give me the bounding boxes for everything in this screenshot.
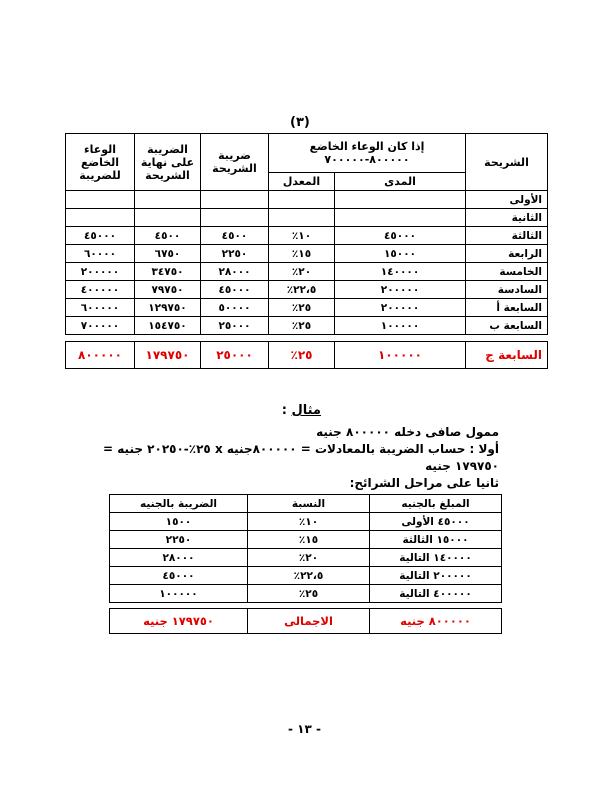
segment-tax-cell: ٢٢٥٠ — [201, 245, 269, 263]
row-label: الأولى — [466, 191, 548, 209]
range-cell: ١٠٠٠٠٠ — [335, 342, 466, 369]
row-label: السابعة ج — [466, 342, 548, 369]
table-row — [66, 209, 548, 227]
header-percentage: النسبة — [248, 495, 370, 513]
range-cell: ١٤٠٠٠٠ — [335, 263, 466, 281]
amount-cell: ٤٠٠٠٠٠ التالية — [370, 585, 502, 603]
rate-cell — [269, 191, 335, 209]
table-row — [110, 549, 502, 567]
rate-cell: ٢٥٪ — [269, 317, 335, 335]
cumulative-tax-cell: ٧٩٧٥٠ — [135, 281, 201, 299]
range-cell: ٤٥٠٠٠ — [335, 227, 466, 245]
spacer-row — [66, 335, 548, 342]
cumulative-tax-cell: ١٧٩٧٥٠ — [135, 342, 201, 369]
rate-cell: الاجمالى — [248, 609, 370, 634]
header-rate: المعدل — [269, 173, 335, 191]
range-cell — [335, 209, 466, 227]
rate-cell: ٢٥٪ — [248, 585, 370, 603]
table-row — [110, 567, 502, 585]
rate-cell — [269, 209, 335, 227]
amount-cell: ١٤٠٠٠٠ التالية — [370, 549, 502, 567]
table-row — [66, 245, 548, 263]
example-line-4: ثانيا على مراحل الشرائح: — [349, 476, 499, 490]
rate-cell: ٢٠٪ — [248, 549, 370, 567]
table-row — [66, 263, 548, 281]
taxable-base-cell: ٢٠٠٠٠٠ — [66, 263, 135, 281]
rate-cell: ١٥٪ — [269, 245, 335, 263]
rate-cell: ٢٥٪ — [269, 299, 335, 317]
taxable-base-cell: ٦٠٠٠٠٠ — [66, 299, 135, 317]
row-label: السابعة أ — [466, 299, 548, 317]
table-row — [110, 513, 502, 531]
amount-cell: ٢٠٠٠٠٠ التالية — [370, 567, 502, 585]
amount-cell: ٨٠٠٠٠٠ جنيه — [370, 609, 502, 634]
table-row — [66, 227, 548, 245]
example-line-3: ١٧٩٧٥٠ جنيه — [425, 459, 499, 473]
cumulative-tax-cell: ٤٥٠٠ — [135, 227, 201, 245]
example-line-2: أولا : حساب الضريبة بالمعادلات = ٨٠٠٠٠٠جنيه x ٢٥٪-٢٠٢٥٠ جنيه = — [103, 442, 499, 456]
rate-cell: ١٠٪ — [269, 227, 335, 245]
rate-cell: ٢٢،٥٪ — [269, 281, 335, 299]
segment-tax-cell: ٢٨٠٠٠ — [201, 263, 269, 281]
cumulative-tax-cell: ١٥٤٧٥٠ — [135, 317, 201, 335]
tax-brackets-table — [65, 133, 548, 369]
tax-cell: ٢٨٠٠٠ — [110, 549, 248, 567]
header-segment-tax: ضريبة الشريحة — [201, 134, 269, 191]
page-number: - ١٣ - — [288, 722, 321, 736]
segment-tax-cell: ٤٥٠٠٠ — [201, 281, 269, 299]
range-cell: ٢٠٠٠٠٠ — [335, 299, 466, 317]
segment-tax-cell: ٥٠٠٠٠ — [201, 299, 269, 317]
range-cell: ١٠٠٠٠٠ — [335, 317, 466, 335]
row-label: الثالثة — [466, 227, 548, 245]
stages-table — [109, 494, 502, 634]
row-label: الخامسة — [466, 263, 548, 281]
row-label: السابعة ب — [466, 317, 548, 335]
cumulative-tax-cell: ٣٤٧٥٠ — [135, 263, 201, 281]
total-row — [66, 342, 548, 369]
cumulative-tax-cell — [135, 209, 201, 227]
header-taxable-base: الوعاء الخاضع للضريبة — [66, 134, 135, 191]
row-label: الثانية — [466, 209, 548, 227]
rate-cell: ٢٠٪ — [269, 263, 335, 281]
segment-tax-cell — [201, 209, 269, 227]
rate-cell: ١٥٪ — [248, 531, 370, 549]
row-label: السادسة — [466, 281, 548, 299]
header-segment: الشريحة — [466, 134, 548, 191]
taxable-base-cell: ٤٠٠٠٠٠ — [66, 281, 135, 299]
table-row — [110, 585, 502, 603]
row-label: الرابعة — [466, 245, 548, 263]
cumulative-tax-cell — [135, 191, 201, 209]
tax-cell: ٤٥٠٠٠ — [110, 567, 248, 585]
taxable-base-cell: ٤٥٠٠٠ — [66, 227, 135, 245]
table-row — [66, 191, 548, 209]
tax-cell: ٢٢٥٠ — [110, 531, 248, 549]
segment-tax-cell: ٤٥٠٠ — [201, 227, 269, 245]
segment-tax-cell: ٢٥٠٠٠ — [201, 317, 269, 335]
tax-cell: ١٧٩٧٥٠ جنيه — [110, 609, 248, 634]
taxable-base-cell: ٦٠٠٠٠ — [66, 245, 135, 263]
example-line-1: ممول صافى دخله ٨٠٠٠٠٠ جنيه — [316, 425, 499, 439]
header-cumulative-tax: الضريبة على نهاية الشريحة — [135, 134, 201, 191]
table-row — [110, 531, 502, 549]
example-heading: مثال : — [281, 403, 321, 418]
header-row-1 — [66, 134, 548, 173]
rate-cell: ٢٢،٥٪ — [248, 567, 370, 585]
page-marker: (٣) — [290, 115, 310, 130]
rate-cell: ١٠٪ — [248, 513, 370, 531]
table-row — [66, 299, 548, 317]
header-group: إذا كان الوعاء الخاضع ٨٠٠٠٠٠-٧٠٠٠٠٠ — [269, 134, 466, 173]
header-tax-amount: الضريبة بالجنيه — [110, 495, 248, 513]
rate-cell: ٢٥٪ — [269, 342, 335, 369]
range-cell: ٢٠٠٠٠٠ — [335, 281, 466, 299]
taxable-base-cell — [66, 191, 135, 209]
segment-tax-cell: ٢٥٠٠٠ — [201, 342, 269, 369]
table-row — [66, 281, 548, 299]
range-cell: ١٥٠٠٠ — [335, 245, 466, 263]
header-range: المدى — [335, 173, 466, 191]
total-row — [110, 609, 502, 634]
stages-header-row — [110, 495, 502, 513]
taxable-base-cell: ٨٠٠٠٠٠ — [66, 342, 135, 369]
segment-tax-cell — [201, 191, 269, 209]
tax-cell: ١٠٠٠٠٠ — [110, 585, 248, 603]
range-cell — [335, 191, 466, 209]
table-row — [66, 317, 548, 335]
taxable-base-cell — [66, 209, 135, 227]
amount-cell: ٤٥٠٠٠ الأولى — [370, 513, 502, 531]
cumulative-tax-cell: ٦٧٥٠ — [135, 245, 201, 263]
amount-cell: ١٥٠٠٠ الثالثة — [370, 531, 502, 549]
header-amount: المبلغ بالجنيه — [370, 495, 502, 513]
tax-cell: ١٥٠٠ — [110, 513, 248, 531]
cumulative-tax-cell: ١٢٩٧٥٠ — [135, 299, 201, 317]
taxable-base-cell: ٧٠٠٠٠٠ — [66, 317, 135, 335]
